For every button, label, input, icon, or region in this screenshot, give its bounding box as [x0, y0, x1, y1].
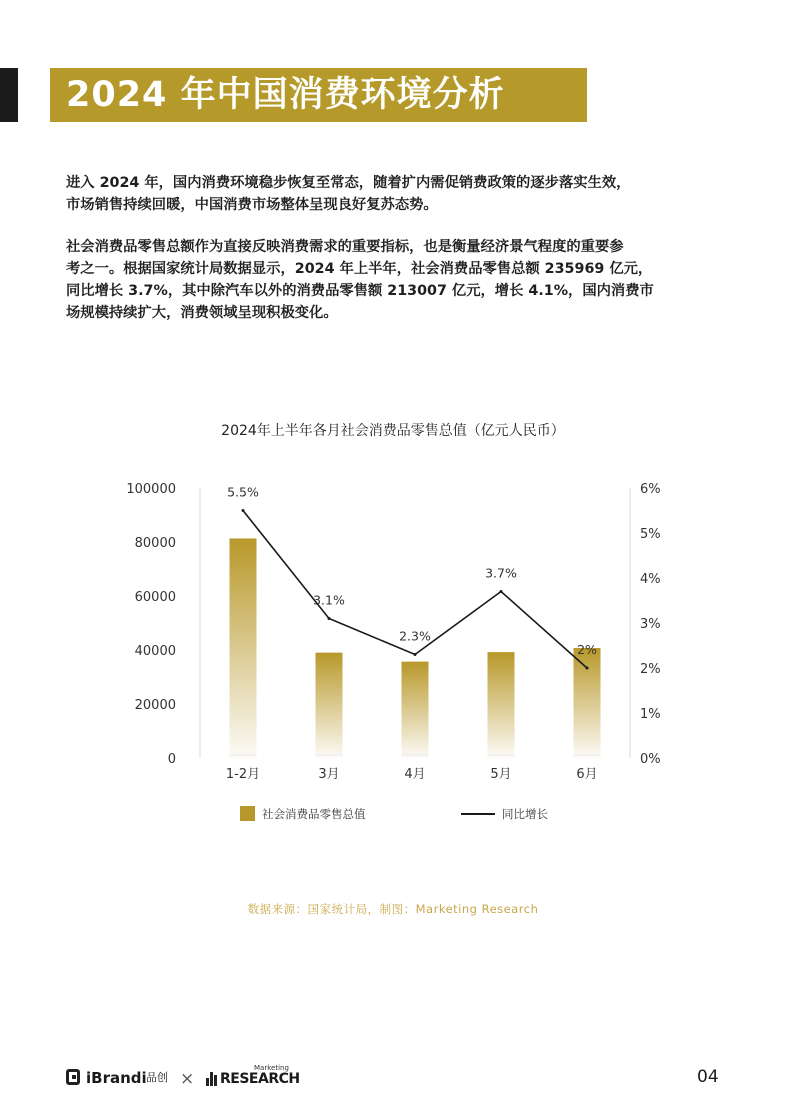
research-top-word: Marketing [254, 1064, 289, 1072]
collab-cross: × [180, 1069, 195, 1089]
y-right-tick-label: 3% [640, 617, 661, 632]
x-tick-label: 5月 [490, 767, 512, 782]
y-right-tick-label: 1% [640, 707, 661, 722]
legend-bar-label: 社会消费品零售总值 [262, 807, 366, 821]
growth-line [243, 511, 587, 669]
y-left-tick-label: 80000 [134, 536, 176, 551]
ibrandi-cn-name: 品创 [146, 1071, 168, 1084]
y-right-tick-label: 2% [640, 662, 661, 677]
growth-point [500, 590, 503, 593]
retail-paragraph [66, 236, 726, 324]
page-number: 04 [697, 1067, 719, 1087]
legend-bar-swatch [240, 806, 255, 821]
growth-data-label: 3.1% [313, 592, 345, 608]
y-right-tick-label: 0% [640, 752, 661, 767]
data-source-note: 数据来源：国家统计局，制图：Marketing Research [247, 902, 539, 916]
x-tick-label: 1-2月 [225, 767, 261, 782]
y-right-tick-label: 4% [640, 572, 661, 587]
bar [316, 653, 343, 758]
paragraph-line: 进入 2024 年，国内消费环境稳步恢复至常态，随着扩内需促销费政策的逐步落实生效， [66, 175, 631, 191]
page-title: 2024 年中国消费环境分析 [66, 75, 505, 115]
intro-paragraph [66, 172, 726, 216]
x-tick-label: 6月 [576, 767, 598, 782]
bar [230, 538, 257, 758]
paragraph-line: 考之一。根据国家统计局数据显示，2024 年上半年，社会消费品零售总额 235969 亿元， [66, 261, 653, 277]
paragraph-line: 市场销售持续回暖，中国消费市场整体呈现良好复苏态势。 [66, 197, 438, 213]
growth-point [414, 653, 417, 656]
bar [574, 648, 601, 758]
growth-data-label: 5.5% [227, 484, 259, 500]
ibrandi-name: iBrandi [86, 1069, 147, 1087]
research-word: RESEARCH [220, 1071, 300, 1087]
x-tick-label: 4月 [404, 767, 426, 782]
paragraph-line: 同比增长 3.7%，其中除汽车以外的消费品零售额 213007 亿元，增长 4.1%，国内消费市 [66, 283, 654, 299]
growth-point [328, 617, 331, 620]
ibrandi-mark-icon [66, 1069, 80, 1085]
paragraph-line: 场规模持续扩大，消费领域呈现积极变化。 [66, 305, 338, 321]
y-left-tick-label: 0 [167, 752, 176, 767]
y-right-tick-label: 5% [640, 527, 661, 542]
y-right-tick-label: 6% [640, 482, 661, 497]
growth-data-label: 2.3% [399, 628, 431, 644]
y-left-tick-label: 20000 [134, 698, 176, 713]
title-accent-bar [0, 68, 18, 122]
growth-point [586, 667, 589, 670]
retail-sales-chart [0, 470, 786, 790]
growth-point [242, 509, 245, 512]
legend-line-swatch [461, 813, 495, 815]
bar [402, 662, 429, 758]
growth-data-label: 3.7% [485, 565, 517, 581]
y-left-tick-label: 40000 [134, 644, 176, 659]
research-bars-icon [206, 1072, 218, 1086]
y-left-tick-label: 60000 [134, 590, 176, 605]
growth-data-label: 2% [577, 642, 597, 657]
y-left-tick-label: 100000 [126, 482, 176, 497]
legend-line-label: 同比增长 [502, 807, 548, 821]
x-tick-label: 3月 [318, 767, 340, 782]
bar [488, 652, 515, 758]
chart-title: 2024年上半年各月社会消费品零售总值（亿元人民币） [221, 423, 565, 439]
paragraph-line: 社会消费品零售总额作为直接反映消费需求的重要指标，也是衡量经济景气程度的重要参 [66, 239, 624, 255]
